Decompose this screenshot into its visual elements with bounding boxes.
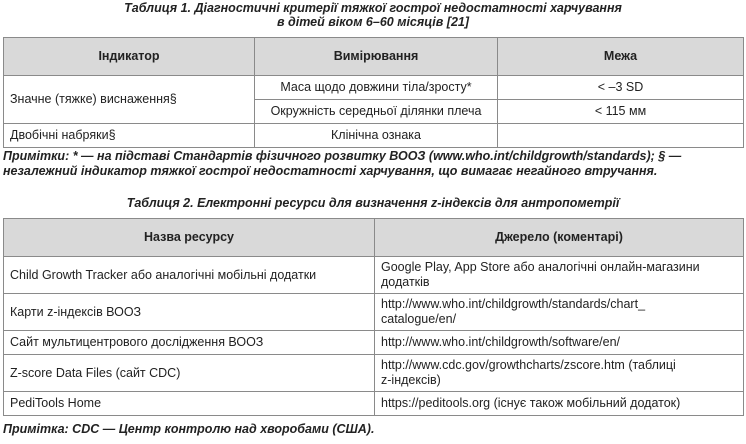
table1-cell-indicator: Значне (тяжке) виснаження§ [4, 76, 255, 124]
table2-cell-name: Карти z-індексів ВООЗ [4, 294, 375, 331]
table-row [4, 257, 744, 294]
table-row [4, 331, 744, 355]
table2-cell-name: PediTools Home [4, 392, 375, 416]
table2-header-row [4, 219, 744, 257]
table-row [4, 76, 744, 100]
table2-caption: Таблиця 2. Електронні ресурси для визначення z-індексів для антропометрії [126, 196, 620, 210]
table-row [4, 392, 744, 416]
table1-cell-indicator: Двобічні набряки§ [4, 124, 255, 148]
table1-cell-limit: < 115 мм [498, 100, 744, 124]
table1-caption-line1: Таблиця 1. Діагностичні критерії тяжкої гострої недостатності харчування [124, 1, 622, 15]
table2-cell-name: Child Growth Tracker або аналогічні мобільні додатки [4, 257, 375, 294]
table1-header-row [4, 38, 744, 76]
table1-note-line2: незалежний індикатор тяжкої гострої недостатності харчування, що вимагає негайного втручання. [3, 164, 658, 178]
table1-cell-limit: < –3 SD [498, 76, 744, 100]
table2-cell-source: https://peditools.org (існує також мобільний додаток) [375, 392, 744, 416]
table2-cell-source [375, 257, 744, 294]
table-row [4, 294, 744, 331]
table1-header-indicator: Індикатор [4, 38, 255, 76]
source-line: http://www.cdc.gov/growthcharts/zscore.htm (таблиці [381, 358, 676, 372]
table1 [3, 37, 744, 148]
table1-note-line1: Примітки: * — на підставі Стандартів фізичного розвитку ВООЗ (www.who.int/childgrowth/standards); § — [3, 149, 682, 163]
table1-caption-line2: в дітей віком 6–60 місяців [21] [276, 15, 470, 29]
table2-header-name: Назва ресурсу [4, 219, 375, 257]
table2-cell-source: http://www.who.int/childgrowth/software/en/ [375, 331, 744, 355]
table1-header-limit: Межа [498, 38, 744, 76]
table1-note [3, 149, 743, 179]
table2-note: Примітка: CDC — Центр контролю над хворобами (США). [3, 422, 375, 436]
table2-cell-name: Сайт мультицентрового дослідження ВООЗ [4, 331, 375, 355]
table-row [4, 124, 744, 148]
source-line: Google Play, App Store або аналогічні онлайн-магазини [381, 260, 700, 274]
source-line: catalogue/en/ [381, 312, 457, 326]
table1-cell-limit [498, 124, 744, 148]
table1-cell-measure: Окружність середньої ділянки плеча [255, 100, 498, 124]
table-row [4, 355, 744, 392]
table1-header-measure: Вимірювання [255, 38, 498, 76]
source-line: додатків [381, 275, 430, 289]
source-line: z-індексів) [381, 373, 441, 387]
table2 [3, 218, 744, 416]
table2-cell-source [375, 355, 744, 392]
table1-cell-measure: Клінічна ознака [255, 124, 498, 148]
table1-caption [0, 1, 746, 29]
source-line: http://www.who.int/childgrowth/standards/chart_ [381, 297, 646, 311]
table2-cell-name: Z-score Data Files (сайт CDC) [4, 355, 375, 392]
table2-header-source: Джерело (коментарі) [375, 219, 744, 257]
table1-cell-measure: Маса щодо довжини тіла/зросту* [255, 76, 498, 100]
table2-cell-source [375, 294, 744, 331]
